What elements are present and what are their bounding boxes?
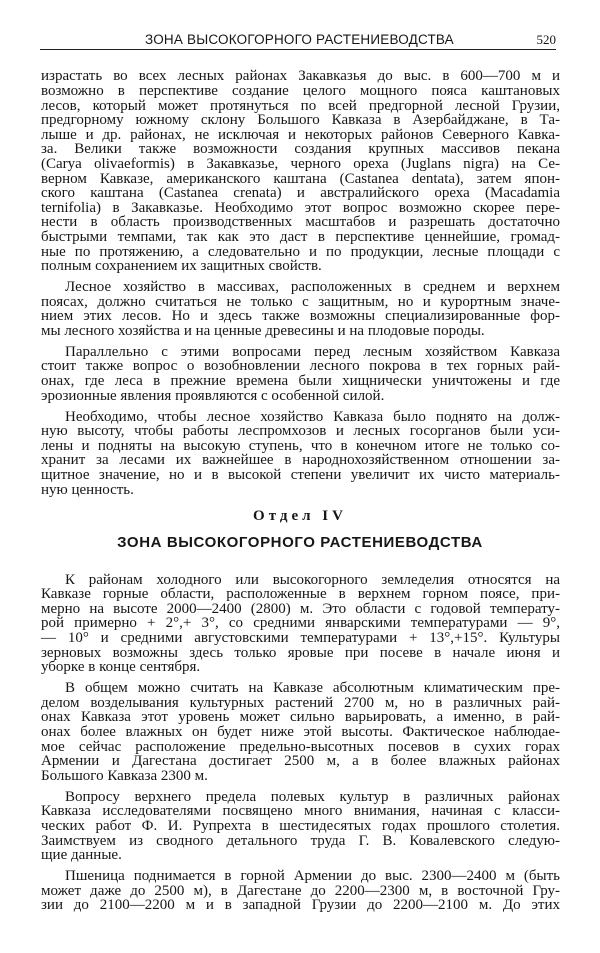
text-line: Заимствуем из сводного детального труда Г. В. Ковалевского следую- bbox=[41, 832, 560, 849]
text-line: ные по протяжению, а следовательно и по продукции, лесные площади с bbox=[41, 243, 560, 260]
text-line: за. Велики также возможности создания крупных массивов пекана bbox=[41, 141, 560, 158]
text-line: лыше и др. районах, не исключая и некоторых районов Северного Кавка- bbox=[41, 126, 560, 143]
text-line: онах Кавказа этот уровень может сильно варьировать, а именно, в рай- bbox=[41, 709, 560, 726]
text-line: полным сохранением их защитных свойств. bbox=[41, 258, 322, 275]
text-line: рой примерно + 2°,+ 3°, со средними январскими температурами — 9°, bbox=[41, 615, 560, 632]
text-line: — 10° и средними августовскими температурами + 13°,+15°. Культуры bbox=[41, 630, 560, 647]
text-line: может даже до 2500 м), в Дагестане до 2200—2300 м, в восточной Гру- bbox=[41, 882, 560, 899]
running-title: ЗОНА ВЫСОКОГОРНОГО РАСТЕНИЕВОДСТВА bbox=[145, 32, 454, 47]
text-line: В общем можно считать на Кавказе абсолютным климатическим пре- bbox=[65, 680, 560, 697]
text-line: Кавказа исследователями посвящено много внимания, начиная с класси- bbox=[41, 803, 560, 820]
text-line: щие данные. bbox=[41, 847, 122, 864]
text-line: хранит за лесами их важнейшее в народнохозяйственном отношении за- bbox=[41, 452, 560, 469]
text-line: мы лесного хозяйства и на ценные древесины и на плодовые породы. bbox=[41, 322, 485, 339]
running-header bbox=[40, 31, 556, 49]
text-line: онах более влажных он будет ниже этой высоты. Фактическое наблюдае- bbox=[41, 724, 560, 741]
paragraph bbox=[41, 681, 560, 783]
text-line: ную ценность. bbox=[41, 481, 134, 498]
text-line: мое сейчас расположение предельно-высотных посевов в сухих горах bbox=[41, 738, 560, 755]
text-line: мерно на высоте 2000—2400 (2800) м. Это области с годовой температу- bbox=[41, 600, 560, 617]
text-line: Кавказе горные области, расположенные в верхнем горном поясе, при- bbox=[41, 586, 560, 603]
text-line: ternifolia) в Закавказье. Необходимо этот вопрос возможно скорее пере- bbox=[41, 199, 560, 216]
text-line: Параллельно с этими вопросами перед лесным хозяйством Кавказа bbox=[65, 343, 560, 360]
text-line: лены и подняты на высокую ступень, что в конечном итоге не только со- bbox=[41, 437, 560, 454]
paragraph bbox=[41, 280, 560, 338]
text-line: Армении и Дагестана достигает 2500 м, а в более влажных районах bbox=[41, 753, 560, 770]
text-line: ную высоту, чтобы работы леспромхозов и лесных госорганов были уси- bbox=[41, 423, 560, 440]
section-title: ЗОНА ВЫСОКОГОРНОГО РАСТЕНИЕВОДСТВА bbox=[117, 534, 483, 551]
paragraph bbox=[41, 69, 560, 273]
paragraph bbox=[41, 573, 560, 675]
paragraph bbox=[41, 345, 560, 403]
text-line: зерновых возможны здесь только яровые при посеве в начале июня и bbox=[41, 644, 560, 661]
text-line: Вопросу верхнего предела полевых культур в различных районах bbox=[65, 788, 560, 805]
text-line: возможно в перспективе создание целого мощного пояса каштановых bbox=[41, 82, 560, 99]
text-line: уборке в конце сентября. bbox=[41, 659, 201, 676]
paragraph bbox=[41, 410, 560, 498]
text-line: щитное значение, но и в высокой степени увеличит их чисто материаль- bbox=[41, 467, 560, 483]
text-line: онах, где леса в прежние времена были хищнически уничтожены и где bbox=[41, 373, 560, 390]
text-block-high-mountain bbox=[41, 573, 560, 920]
page-number: 520 bbox=[536, 32, 556, 47]
header-rule bbox=[40, 49, 556, 50]
text-line: ского каштана (Castanea crenata) и австралийского ореха (Macadamia bbox=[41, 185, 560, 202]
text-line: верном Кавказе, американского каштана (Castanea dentata), затем япон- bbox=[41, 170, 560, 187]
text-line: эрозионные явления проявляются с особенной силой. bbox=[41, 387, 385, 404]
paragraph bbox=[41, 869, 560, 913]
text-line: поясах, должно считаться не только с защитным, но и курортным значе- bbox=[41, 293, 560, 310]
text-line: ческих работ Ф. И. Рупрехта в шестидесятых годах прошлого столетия. bbox=[41, 817, 560, 834]
text-line: израстать во всех лесных районах Закавказья до выс. в 600—700 м и bbox=[41, 68, 560, 85]
text-block-forestry bbox=[41, 69, 560, 503]
text-line: быстрыми темпами, так как это даст в перспективе ценнейшие, громад- bbox=[41, 228, 560, 245]
paragraph bbox=[41, 790, 560, 863]
text-line: делом возделывания культурных растений 2700 м, но в различных рай- bbox=[41, 694, 560, 711]
text-line: стоит также вопрос о возобновлении лесного покрова в тех горных рай- bbox=[41, 358, 560, 375]
text-line: нием этих лесов. Но и здесь также возможны специализированные фор- bbox=[41, 308, 560, 325]
text-line: Лесное хозяйство в массивах, расположенных в среднем и верхнем bbox=[65, 279, 560, 296]
text-line: Большого Кавказа 2300 м. bbox=[41, 767, 208, 784]
text-line: Необходимо, чтобы лесное хозяйство Кавказа было поднято на долж- bbox=[65, 408, 560, 425]
text-line: предгорному южному склону Большого Кавказа в Азербайджане, в Та- bbox=[41, 112, 560, 129]
text-line: (Carya olivaeformis) в Закавказье, черного ореха (Juglans nigra) на Се- bbox=[41, 155, 560, 172]
text-line: Пшеница поднимается в горной Армении до выс. 2300—2400 м (быть bbox=[65, 868, 560, 885]
text-line: К районам холодного или высокогорного земледелия относятся на bbox=[65, 571, 560, 588]
text-line: лесов, который может протянуться по всей предгорной лесной Грузии, bbox=[41, 97, 560, 114]
part-label: Отдел IV bbox=[253, 508, 347, 524]
text-line: нести в область производственных масштабов и разрешать достаточно bbox=[41, 214, 560, 231]
text-line: зии до 2100—2200 м и в западной Грузии до 2200—2100 м. До этих bbox=[41, 897, 560, 914]
